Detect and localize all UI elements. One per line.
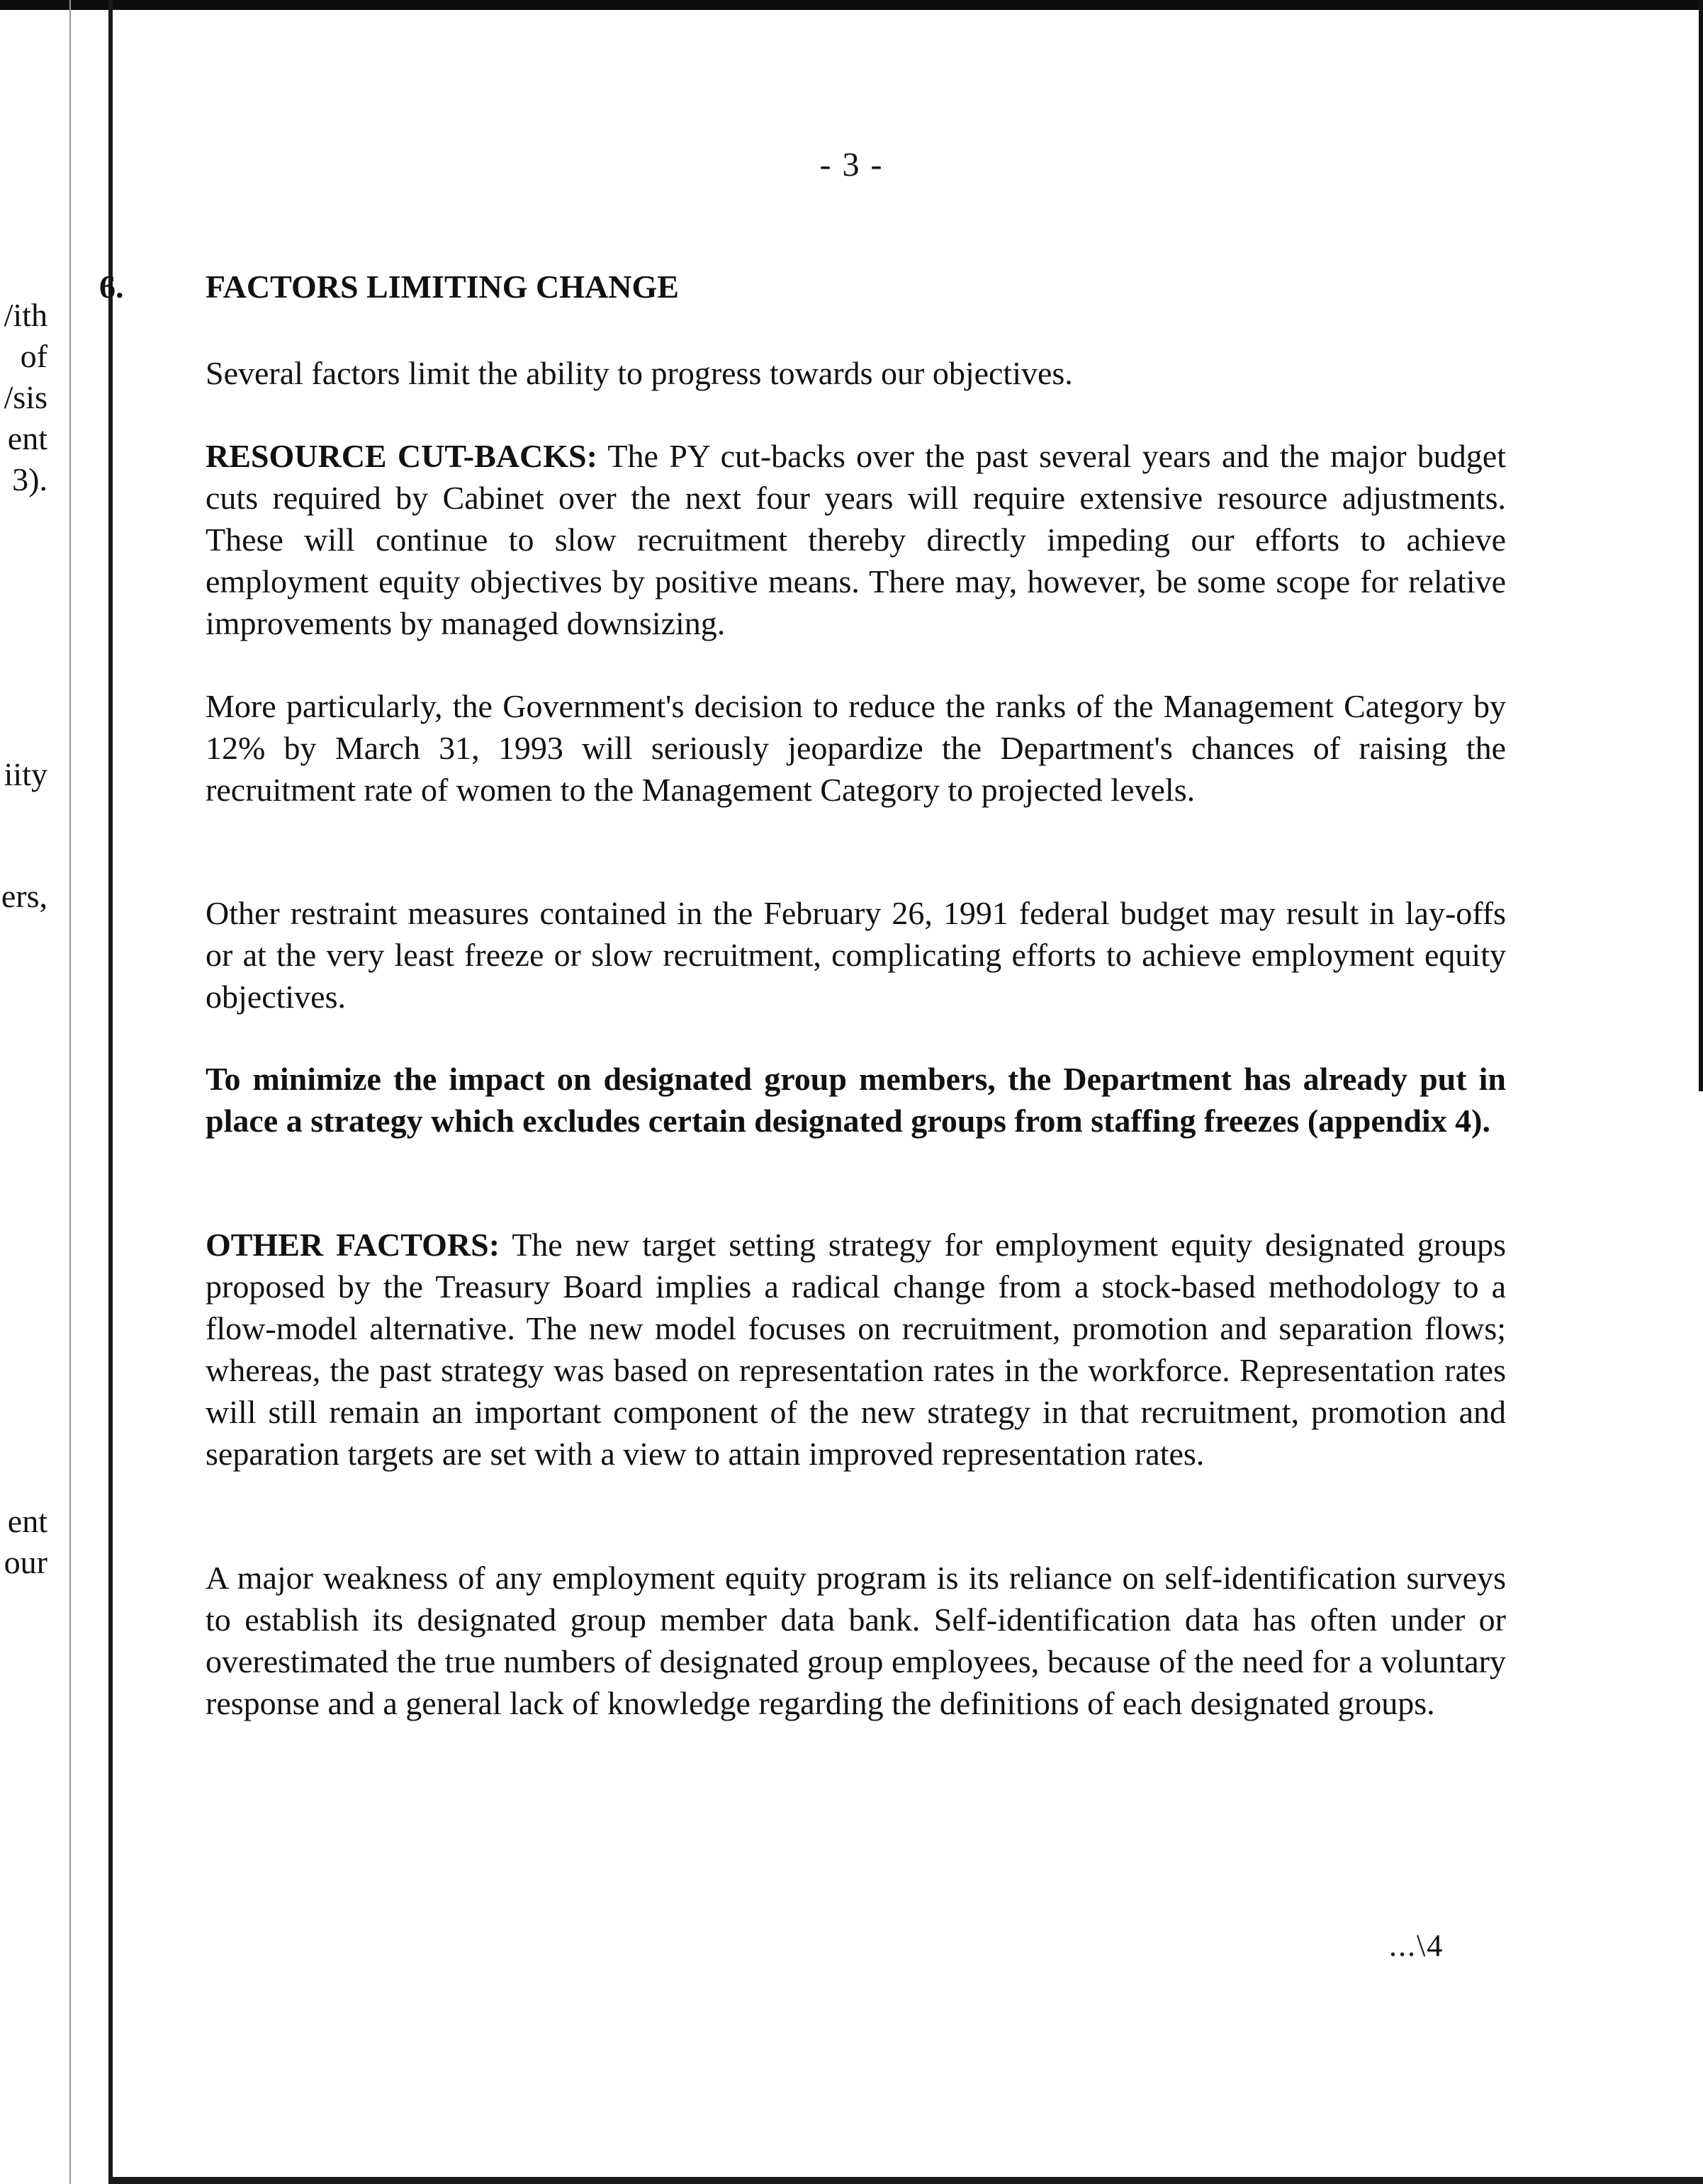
resource-cutbacks-paragraph: [206, 435, 1506, 644]
restraint-measures-text: Other restraint measures contained in the February 26, 1991 federal budget may result in lay-offs or at the very least freeze or slow recruitment, complicating efforts to achieve employment equity objectives.: [206, 895, 1506, 1015]
continuation-marker: ...\4: [1389, 1928, 1444, 1963]
margin-fragment: our: [4, 1544, 47, 1580]
resource-cutbacks-label: RESOURCE CUT-BACKS:: [206, 438, 597, 474]
government-decision-paragraph: [206, 685, 1506, 811]
section-number: 6.: [99, 269, 124, 305]
page-edge-line: [108, 0, 113, 2184]
margin-fragment: 3).: [12, 461, 47, 497]
other-factors-paragraph: [206, 1224, 1506, 1475]
minimize-impact-paragraph: [206, 1058, 1506, 1142]
page-number: - 3 -: [819, 146, 884, 184]
restraint-measures-paragraph: [206, 892, 1506, 1018]
government-decision-text: More particularly, the Government's decision to reduce the ranks of the Management Category by 12% by March 31, 1993 will seriously jeopardize the Department's chances of raising the recruitment rate of women to the Management Category to projected levels.: [206, 688, 1506, 808]
margin-fragment: of: [20, 338, 47, 374]
minimize-impact-text: To minimize the impact on designated group members, the Department has already put in place a strategy which excludes certain designated groups from staffing freezes (appendix 4).: [206, 1061, 1506, 1139]
margin-fragment: /ith: [4, 297, 47, 333]
margin-fragment: ent: [7, 420, 47, 456]
margin-fragment: /sis: [4, 379, 47, 415]
binding-shadow: [69, 0, 71, 2184]
intro-paragraph: [206, 352, 1506, 394]
margin-fragment: ers,: [1, 878, 47, 914]
margin-fragment: ent: [7, 1503, 47, 1539]
intro-text: Several factors limit the ability to progress towards our objectives.: [206, 355, 1073, 391]
margin-fragment: iity: [4, 756, 47, 792]
scan-top-edge: [0, 0, 1703, 10]
scan-bottom-edge: [108, 2177, 1703, 2184]
resource-cutbacks-text: The PY cut-backs over the past several years and the major budget cuts required by Cabinet over the next four years will require extensive resource adjustments. These will continue to slow recruitment thereby directly impeding our efforts to achieve employment equity objectives by positive means. There may, however, be some scope for relative improvements by managed downsizing.: [206, 438, 1507, 641]
weakness-paragraph: [206, 1557, 1506, 1724]
other-factors-label: OTHER FACTORS:: [206, 1227, 500, 1263]
other-factors-text: The new target setting strategy for employment equity designated groups proposed by the Treasury Board implies a radical change from a stock-based methodology to a flow-model alternative. The new model focuses on recruitment, promotion and separation flows; whereas, the past strategy was based on representation rates in the workforce. Representation rates will still remain an important component of the new strategy in that recruitment, promotion and separation targets are set with a view to attain improved representation rates.: [206, 1227, 1506, 1472]
weakness-text: A major weakness of any employment equity program is its reliance on self-identification surveys to establish its designated group member data bank. Self-identification data has often under or overestimated the true numbers of designated group employees, because of the need for a voluntary response and a general lack of knowledge regarding the definitions of each designated groups.: [206, 1560, 1506, 1721]
section-title: FACTORS LIMITING CHANGE: [206, 269, 679, 305]
